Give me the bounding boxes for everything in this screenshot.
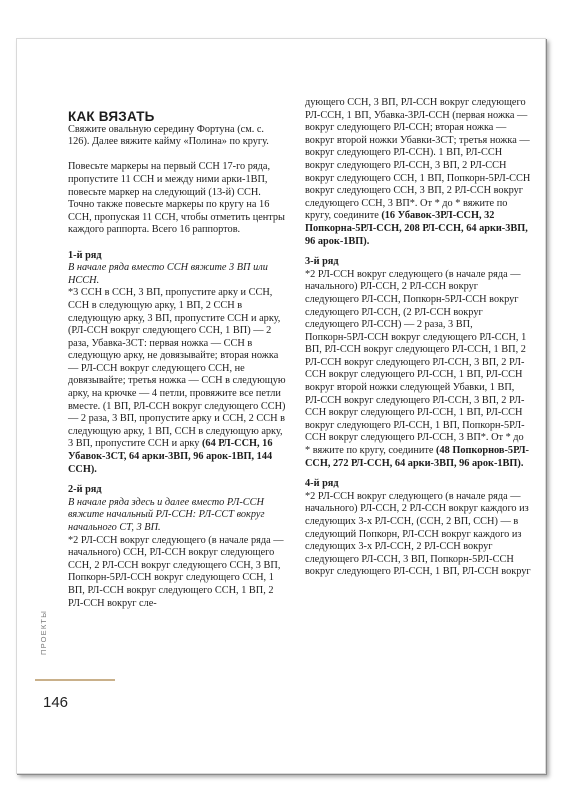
row-3-title: 3-й ряд (305, 256, 339, 268)
footer-rule (35, 679, 115, 681)
row-2-text: *2 РЛ-ССН вокруг следующего (в начале ряда — начального) ССН, РЛ-ССН вокруг следующего ССН, 2 РЛ-ССН вокруг следующего ССН, 3 ВП, Попкорн-5РЛ-ССН вокруг следующего ССН, 1 ВП, РЛ-ССН вокруг следующего ССН, 1 ВП, 2 РЛ-ССН вокруг сле- (68, 534, 284, 609)
page-number: 146 (43, 694, 69, 711)
left-column (68, 111, 288, 610)
row-2-continued (305, 97, 531, 248)
row-4-title: 4-й ряд (305, 478, 339, 490)
row-1-text: *3 ССН в ССН, 3 ВП, пропустите арку и ССН, ССН в следующую арку, 1 ВП, 2 ССН в следующую арку, 3 ВП, пропустите ССН и арку, (РЛ-ССН вокруг следующего ССН, 1 ВП) — 2 раза, Убавка-3СТ: первая ножка — ССН в следующую арку, не довязывайте; вторая ножка — РЛ-ССН вокруг следующего ССН, не довязывайте; третья ножка — ССН в следующую арку, на крючке — 4 петли, провяжите все петли вместе. (1 ВП, РЛ-ССН вокруг следующего ССН) — 2 раза, 3 ВП, пропустите арку и ССН, 2 ССН в следующую арку, 1 ВП, ССН в следующую арку, 3 ВП, пропустите ССН и арку (68, 287, 286, 450)
row-3-instructions (305, 269, 531, 471)
section-label: ПРОЕКТЫ (39, 609, 48, 655)
row-4-text: *2 РЛ-ССН вокруг следующего (в начале ряда — начального) РЛ-ССН, 2 РЛ-ССН вокруг каждого из следующих 3-х РЛ-ССН, (ССН, 2 ВП, ССН) — в следующий Попкорн, РЛ-ССН вокруг каждого из следующих 3-х РЛ-ССН, 2 РЛ-ССН вокруг следующего РЛ-ССН, 3 ВП, Попкорн-5РЛ-ССН вокруг следующего РЛ-ССН, 1 ВП, РЛ-ССН вокруг (305, 490, 531, 578)
row-2-continued-text: дующего ССН, 3 ВП, РЛ-ССН вокруг следующего РЛ-ССН, 1 ВП, Убавка-3РЛ-ССН (первая ножка — вокруг следующего РЛ-ССН; вторая ножка — вокруг второй ножки Убавки-3СТ; третья ножка — вокруг следующего РЛ-ССН). 1 ВП, РЛ-ССН вокруг следующего РЛ-ССН, 3 ВП, 2 РЛ-ССН вокруг следующего ССН, 1 ВП, Попкорн-5РЛ-ССН вокруг следующего ССН, 3 ВП, 2 РЛ-ССН вокруг следующего ССН, 3 ВП*. От * до * вяжите по кругу, соедините (305, 97, 531, 222)
row-1-title: 1-й ряд (68, 249, 102, 261)
row-1-note: В начале ряда вместо ССН вяжите 3 ВП или НССН. (68, 262, 268, 286)
book-page (16, 38, 546, 774)
row-2-note: В начале ряда здесь и далее вместо РЛ-ССН вяжите начальный РЛ-ССН: РЛ-ССТ вокруг начального СТ, 3 ВП. (68, 496, 265, 533)
markers-paragraph: Повесьте маркеры на первый ССН 17-го ряда, пропустите 11 ССН и между ними арки-1ВП, повесьте маркер на следующий (13-й) ССН. Точно также повесьте маркеры по кругу на 16 ССН, пропуская 11 ССН, чтобы отметить центры каждого раппорта. Всего 16 раппортов. (68, 161, 285, 236)
intro-paragraph: Свяжите овальную середину Фортуна (см. с. 126). Далее вяжите кайму «Полина» по кругу. (68, 123, 269, 148)
row-3-total: (48 Попкорнов-5РЛ-ССН, 272 РЛ-ССН, 64 арки-3ВП, 96 арок-1ВП). (305, 445, 529, 469)
row-2-title: 2-й ряд (68, 484, 102, 496)
row-1-instructions (68, 287, 288, 476)
row-2-total: (16 Убавок-3РЛ-ССН, 32 Попкорна-5РЛ-ССН, 208 РЛ-ССН, 64 арки-3ВП, 96 арок-1ВП). (305, 210, 528, 247)
page-title: КАК ВЯЗАТЬ (68, 109, 155, 124)
row-3-text: *2 РЛ-ССН вокруг следующего (в начале ряда — начального) РЛ-ССН, 2 РЛ-ССН вокруг следующего РЛ-ССН, Попкорн-5РЛ-ССН вокруг следующего РЛ-ССН, (2 РЛ-ССН вокруг следующего РЛ-ССН) — 2 раза, 3 ВП, Попкорн-5РЛ-ССН вокруг следующего РЛ-ССН, 1 ВП, РЛ-ССН вокруг следующего РЛ-ССН, 1 ВП, 2 РЛ-ССН вокруг следующего РЛ-ССН, 3 ВП, 2 РЛ-ССН вокруг следующего РЛ-ССН, 1 ВП, РЛ-ССН вокруг второй ножки следующей Убавки, 1 ВП, РЛ-ССН вокруг следующего РЛ-ССН, 3 ВП, 2 РЛ-ССН вокруг следующего РЛ-ССН, 1 ВП, РЛ-ССН вокруг следующего РЛ-ССН, 1 ВП, Попкорн-5РЛ-ССН вокруг следующего РЛ-ССН, 3 ВП*. От * до * вяжите по кругу, соедините (305, 268, 527, 457)
row-1-total: (64 РЛ-ССН, 16 Убавок-3СТ, 64 арки-3ВП, 96 арок-1ВП, 144 ССН). (68, 438, 273, 475)
right-column (305, 97, 531, 579)
